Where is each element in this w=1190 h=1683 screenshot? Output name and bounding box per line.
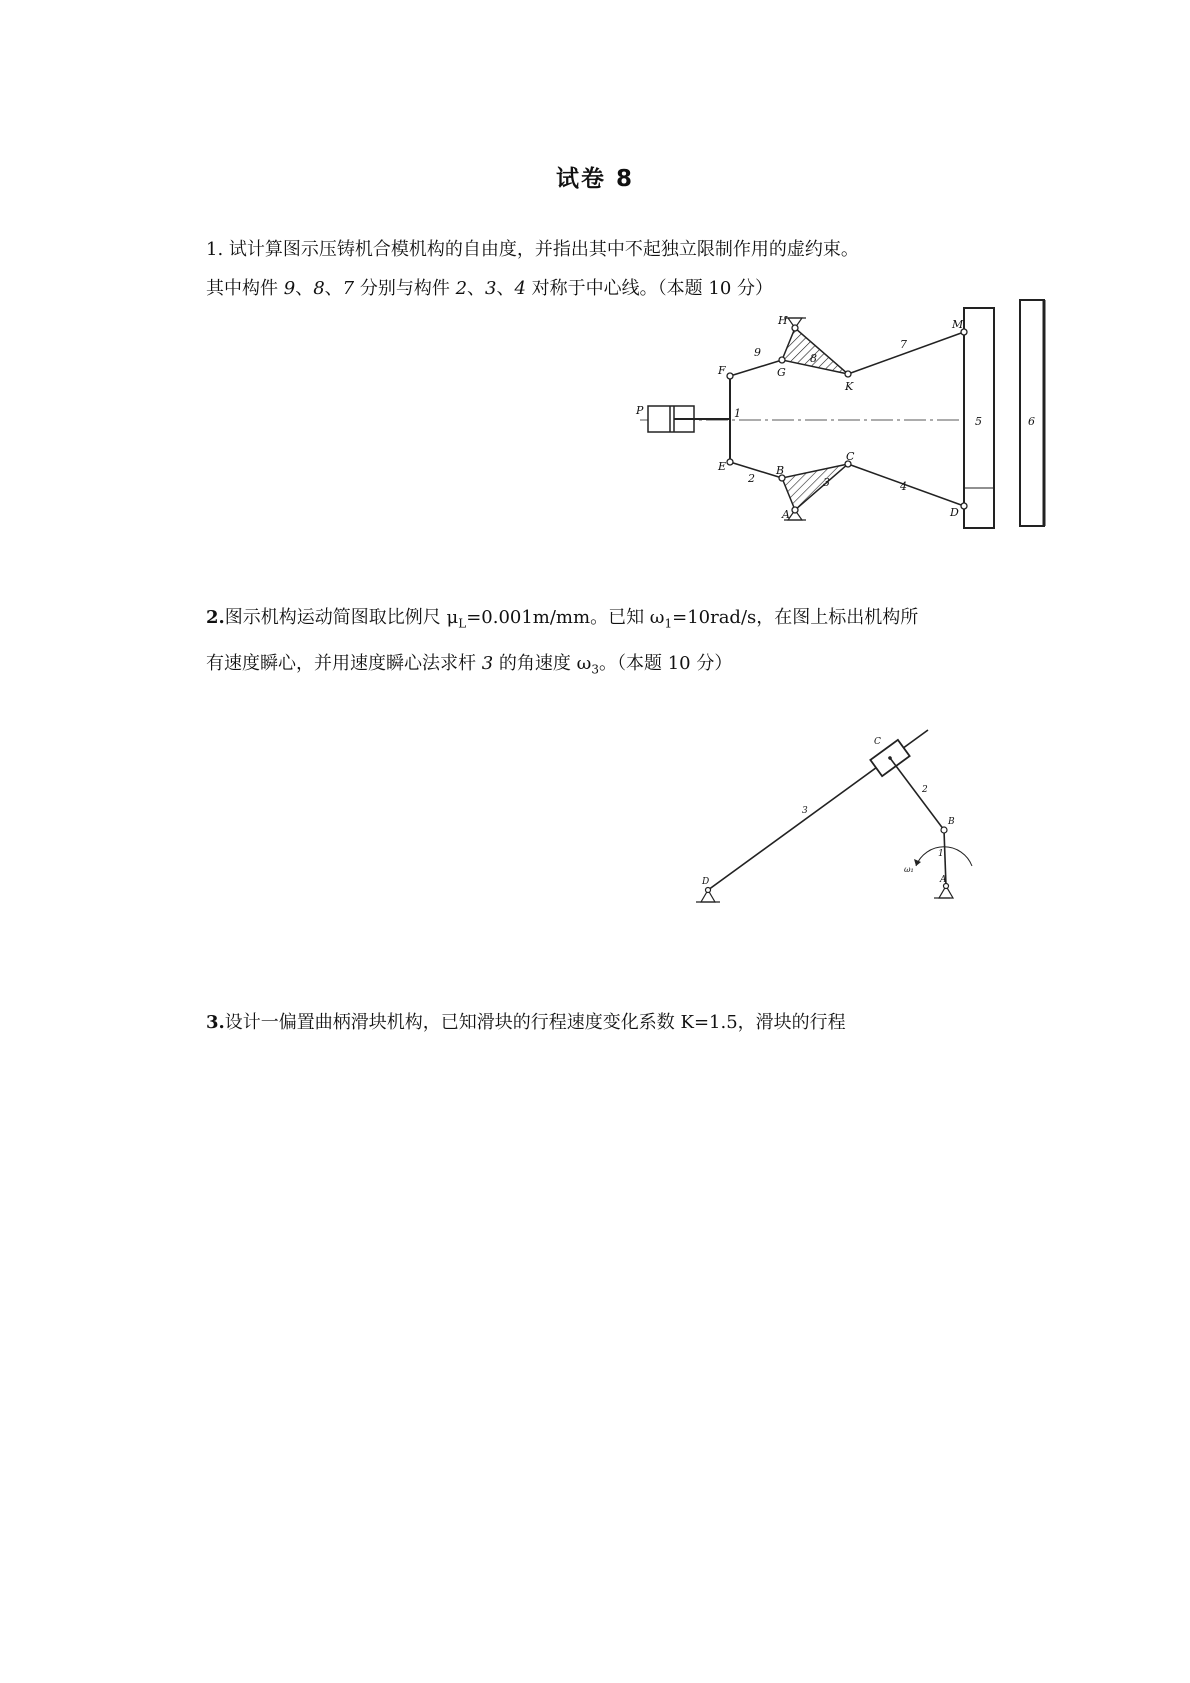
member-9 <box>730 360 782 376</box>
omega-arrow <box>914 859 921 866</box>
q1-member-8: 8 <box>313 278 325 299</box>
question-1-text-1: 试计算图示压铸机合模机构的自由度，并指出其中不起独立限制作用的虚约束。 <box>228 239 859 260</box>
label-2: 2 <box>748 472 755 485</box>
joint-B <box>941 827 947 833</box>
label-K: K <box>845 380 854 393</box>
question-3-line-1 <box>206 1003 996 1042</box>
q1-sep: 、 <box>467 278 486 299</box>
q1-sep: 、 <box>295 278 314 299</box>
question-2 <box>206 598 996 689</box>
label-M: M <box>952 318 964 331</box>
label-2: 2 <box>922 785 928 795</box>
question-3 <box>206 1003 996 1042</box>
q1-text: 对称于中心线。（本题 10 分） <box>531 278 774 299</box>
label-H: H <box>778 314 788 327</box>
q1-member-7: 7 <box>342 278 355 299</box>
question-1 <box>206 230 996 308</box>
figure-1-clamping-mechanism <box>630 314 1060 542</box>
label-C: C <box>846 450 855 463</box>
q2-text: =10rad/s，在图上标出机构所 <box>672 607 919 628</box>
q1-text: 其中构件 <box>206 278 278 299</box>
label-3: 3 <box>802 806 808 816</box>
q1-sep: 、 <box>324 278 343 299</box>
q2-member-3: 3 <box>481 652 494 674</box>
label-1: 1 <box>938 849 944 859</box>
q2-text: 有速度瞬心，并用速度瞬心法求杆 <box>206 652 476 674</box>
page-title: 试卷 8 <box>555 166 634 192</box>
member-2 <box>730 462 785 478</box>
question-1-number: 1. <box>206 239 224 260</box>
label-G: G <box>777 366 786 379</box>
label-E: E <box>718 460 727 473</box>
label-A: A <box>782 508 790 521</box>
label-C: C <box>874 737 881 747</box>
link-2 <box>890 758 944 830</box>
label-F: F <box>718 364 726 377</box>
label-D: D <box>950 506 959 519</box>
question-1-line-2 <box>206 269 996 308</box>
q1-sep: 、 <box>496 278 515 299</box>
q2-text: =0.001m/mm。已知 ω <box>466 607 665 628</box>
figure-2-svg <box>690 720 955 920</box>
q2-subscript-L: L <box>458 616 467 631</box>
label-P: P <box>636 404 644 417</box>
label-4: 4 <box>900 480 907 493</box>
label-omega1: ω₁ <box>904 865 914 874</box>
label-8: 8 <box>810 352 817 365</box>
question-2-line-2 <box>206 644 996 690</box>
q2-text: 。（本题 10 分） <box>598 652 733 674</box>
label-7: 7 <box>900 338 907 351</box>
q1-member-4: 4 <box>514 278 526 299</box>
q2-subscript-1: 1 <box>664 616 673 631</box>
label-B: B <box>776 464 785 477</box>
question-1-line-1 <box>206 230 996 269</box>
q2-subscript-3: 3 <box>591 662 599 677</box>
question-3-number: 3. <box>206 1012 225 1033</box>
q1-member-3: 3 <box>485 278 497 299</box>
label-3: 3 <box>823 476 830 489</box>
member-6-platen <box>1020 300 1044 526</box>
q1-member-9: 9 <box>283 278 296 299</box>
q3-text: 设计一偏置曲柄滑块机构，已知滑块的行程速度变化系数 K=1.5，滑块的行程 <box>224 1012 846 1033</box>
q2-text: 的角速度 ω <box>498 652 592 674</box>
joints <box>727 325 967 513</box>
label-A: A <box>940 875 947 885</box>
label-D: D <box>702 877 710 887</box>
label-6: 6 <box>1028 415 1035 428</box>
q1-member-2: 2 <box>455 278 468 299</box>
figure-1-svg <box>630 314 1060 538</box>
question-2-line-1 <box>206 598 996 644</box>
q2-text: 图示机构运动简图取比例尺 μ <box>224 607 459 628</box>
label-B: B <box>948 817 955 827</box>
label-5: 5 <box>975 415 982 428</box>
figure-2-linkage <box>690 720 955 924</box>
label-9: 9 <box>754 346 761 359</box>
member-3 <box>782 464 848 510</box>
member-8 <box>782 328 848 374</box>
question-2-number: 2. <box>206 607 225 628</box>
q1-text: 分别与构件 <box>359 278 450 299</box>
label-1: 1 <box>734 407 741 420</box>
